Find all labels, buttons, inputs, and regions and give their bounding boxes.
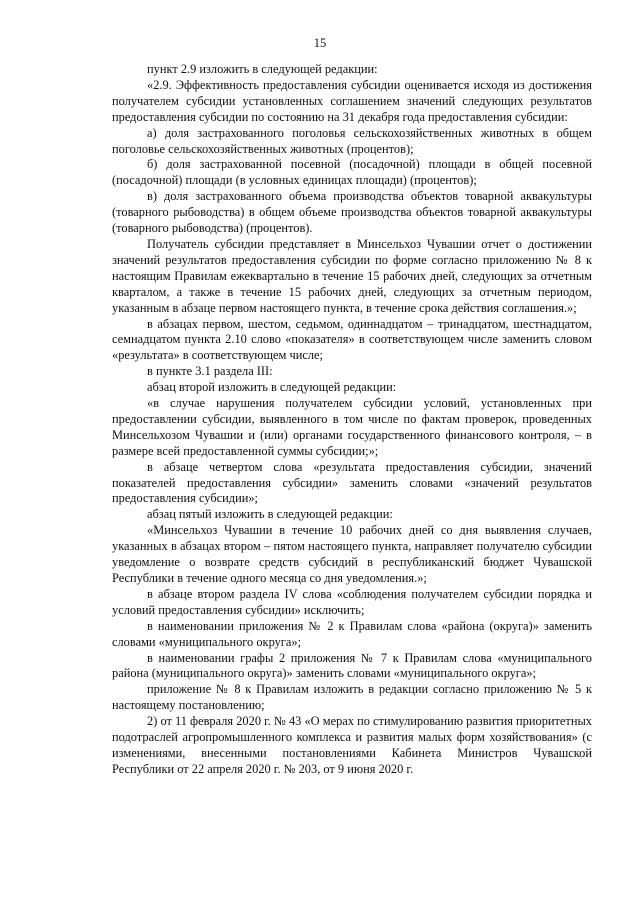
paragraph: «Минсельхоз Чувашии в течение 10 рабочих дней со дня выявления случаев, указанных в абзацах втором – пятом настоящего пункта, направляет получателю субсидии уведомление о возврате средств субсидий в республиканский бюджет Чувашской Республики в течение одного месяца со дня уведомления.»; bbox=[112, 523, 592, 585]
paragraph: «в случае нарушения получателем субсидии условий, установленных при предоставлении субсидии, выявленного в том числе по фактам проверок, проведенных Минсельхозом Чувашии и (или) органами государственного финансового контроля, – в размере всей предоставленной суммы субсидии;»; bbox=[112, 396, 592, 458]
paragraph: абзац второй изложить в следующей редакции: bbox=[147, 380, 397, 395]
paragraph: в наименовании графы 2 приложения № 7 к Правилам слова «муниципального района (муниципального округа)» заменить словами «муниципального округа»; bbox=[112, 650, 592, 681]
paragraph: «2.9. Эффективность предоставления субсидии оценивается исходя из достижения получателем субсидии установленных соглашением значений следующих результатов предоставления субсидии по состоянию на 31 декабря года предоставления субсидии: bbox=[112, 77, 592, 124]
paragraph: 2) от 11 февраля 2020 г. № 43 «О мерах по стимулированию развития приоритетных подотраслей агропромышленного комплекса и развития малых форм хозяйствования» (с изменениями, внесенными постановлениями Кабинета Министров Чувашской Республики от 22 апреля 2020 г. № 203, от 9 июня 2020 г. bbox=[112, 714, 592, 776]
paragraph: а) доля застрахованного поголовья сельскохозяйственных животных в общем поголовье сельскохозяйственных животных (процентов); bbox=[112, 125, 592, 156]
paragraph: Получатель субсидии представляет в Минсельхоз Чувашии отчет о достижении значений результатов предоставления субсидии по форме согласно приложению № 8 к настоящим Правилам ежеквартально в течение 15 рабочих дней, следующих за отчетным кварталом, а также в течение 15 рабочих дней, следующих за отчетным периодом, указанным в абзаце первом настоящего пункта, в течение срока действия соглашения.»; bbox=[112, 236, 592, 315]
paragraph: пункт 2.9 изложить в следующей редакции: bbox=[147, 62, 378, 76]
paragraph: в) доля застрахованного объема производства объектов товарной аквакультуры (товарного рыбоводства) в общем объеме производства объектов товарной аквакультуры (товарного рыбоводства) (процентов). bbox=[112, 189, 592, 236]
document-body bbox=[112, 62, 592, 778]
paragraph: в абзаце втором раздела IV слова «соблюдения получателем субсидии порядка и условий предоставления субсидии» исключить; bbox=[112, 586, 592, 617]
paragraph: приложение № 8 к Правилам изложить в редакции согласно приложению № 5 к настоящему постановлению; bbox=[112, 682, 592, 713]
paragraph: в абзацах первом, шестом, седьмом, одиннадцатом – тринадцатом, шестнадцатом, семнадцатом пункта 2.10 слово «показателя» в соответствующем числе заменить словом «результата» в соответствующем числе; bbox=[112, 316, 592, 363]
paragraph: б) доля застрахованной посевной (посадочной) площади в общей посевной (посадочной) площади (в условных единицах площади) (процентов); bbox=[112, 157, 592, 188]
paragraph: в наименовании приложения № 2 к Правилам слова «района (округа)» заменить словами «муниципального округа»; bbox=[112, 618, 592, 649]
paragraph: в абзаце четвертом слова «результата предоставления субсидии, значений показателей предоставления субсидии» заменить словами «значений результатов предоставления субсидии»; bbox=[112, 459, 592, 506]
page-number: 15 bbox=[313, 36, 327, 50]
paragraph: абзац пятый изложить в следующей редакции: bbox=[147, 507, 393, 522]
paragraph: в пункте 3.1 раздела III: bbox=[147, 364, 273, 379]
